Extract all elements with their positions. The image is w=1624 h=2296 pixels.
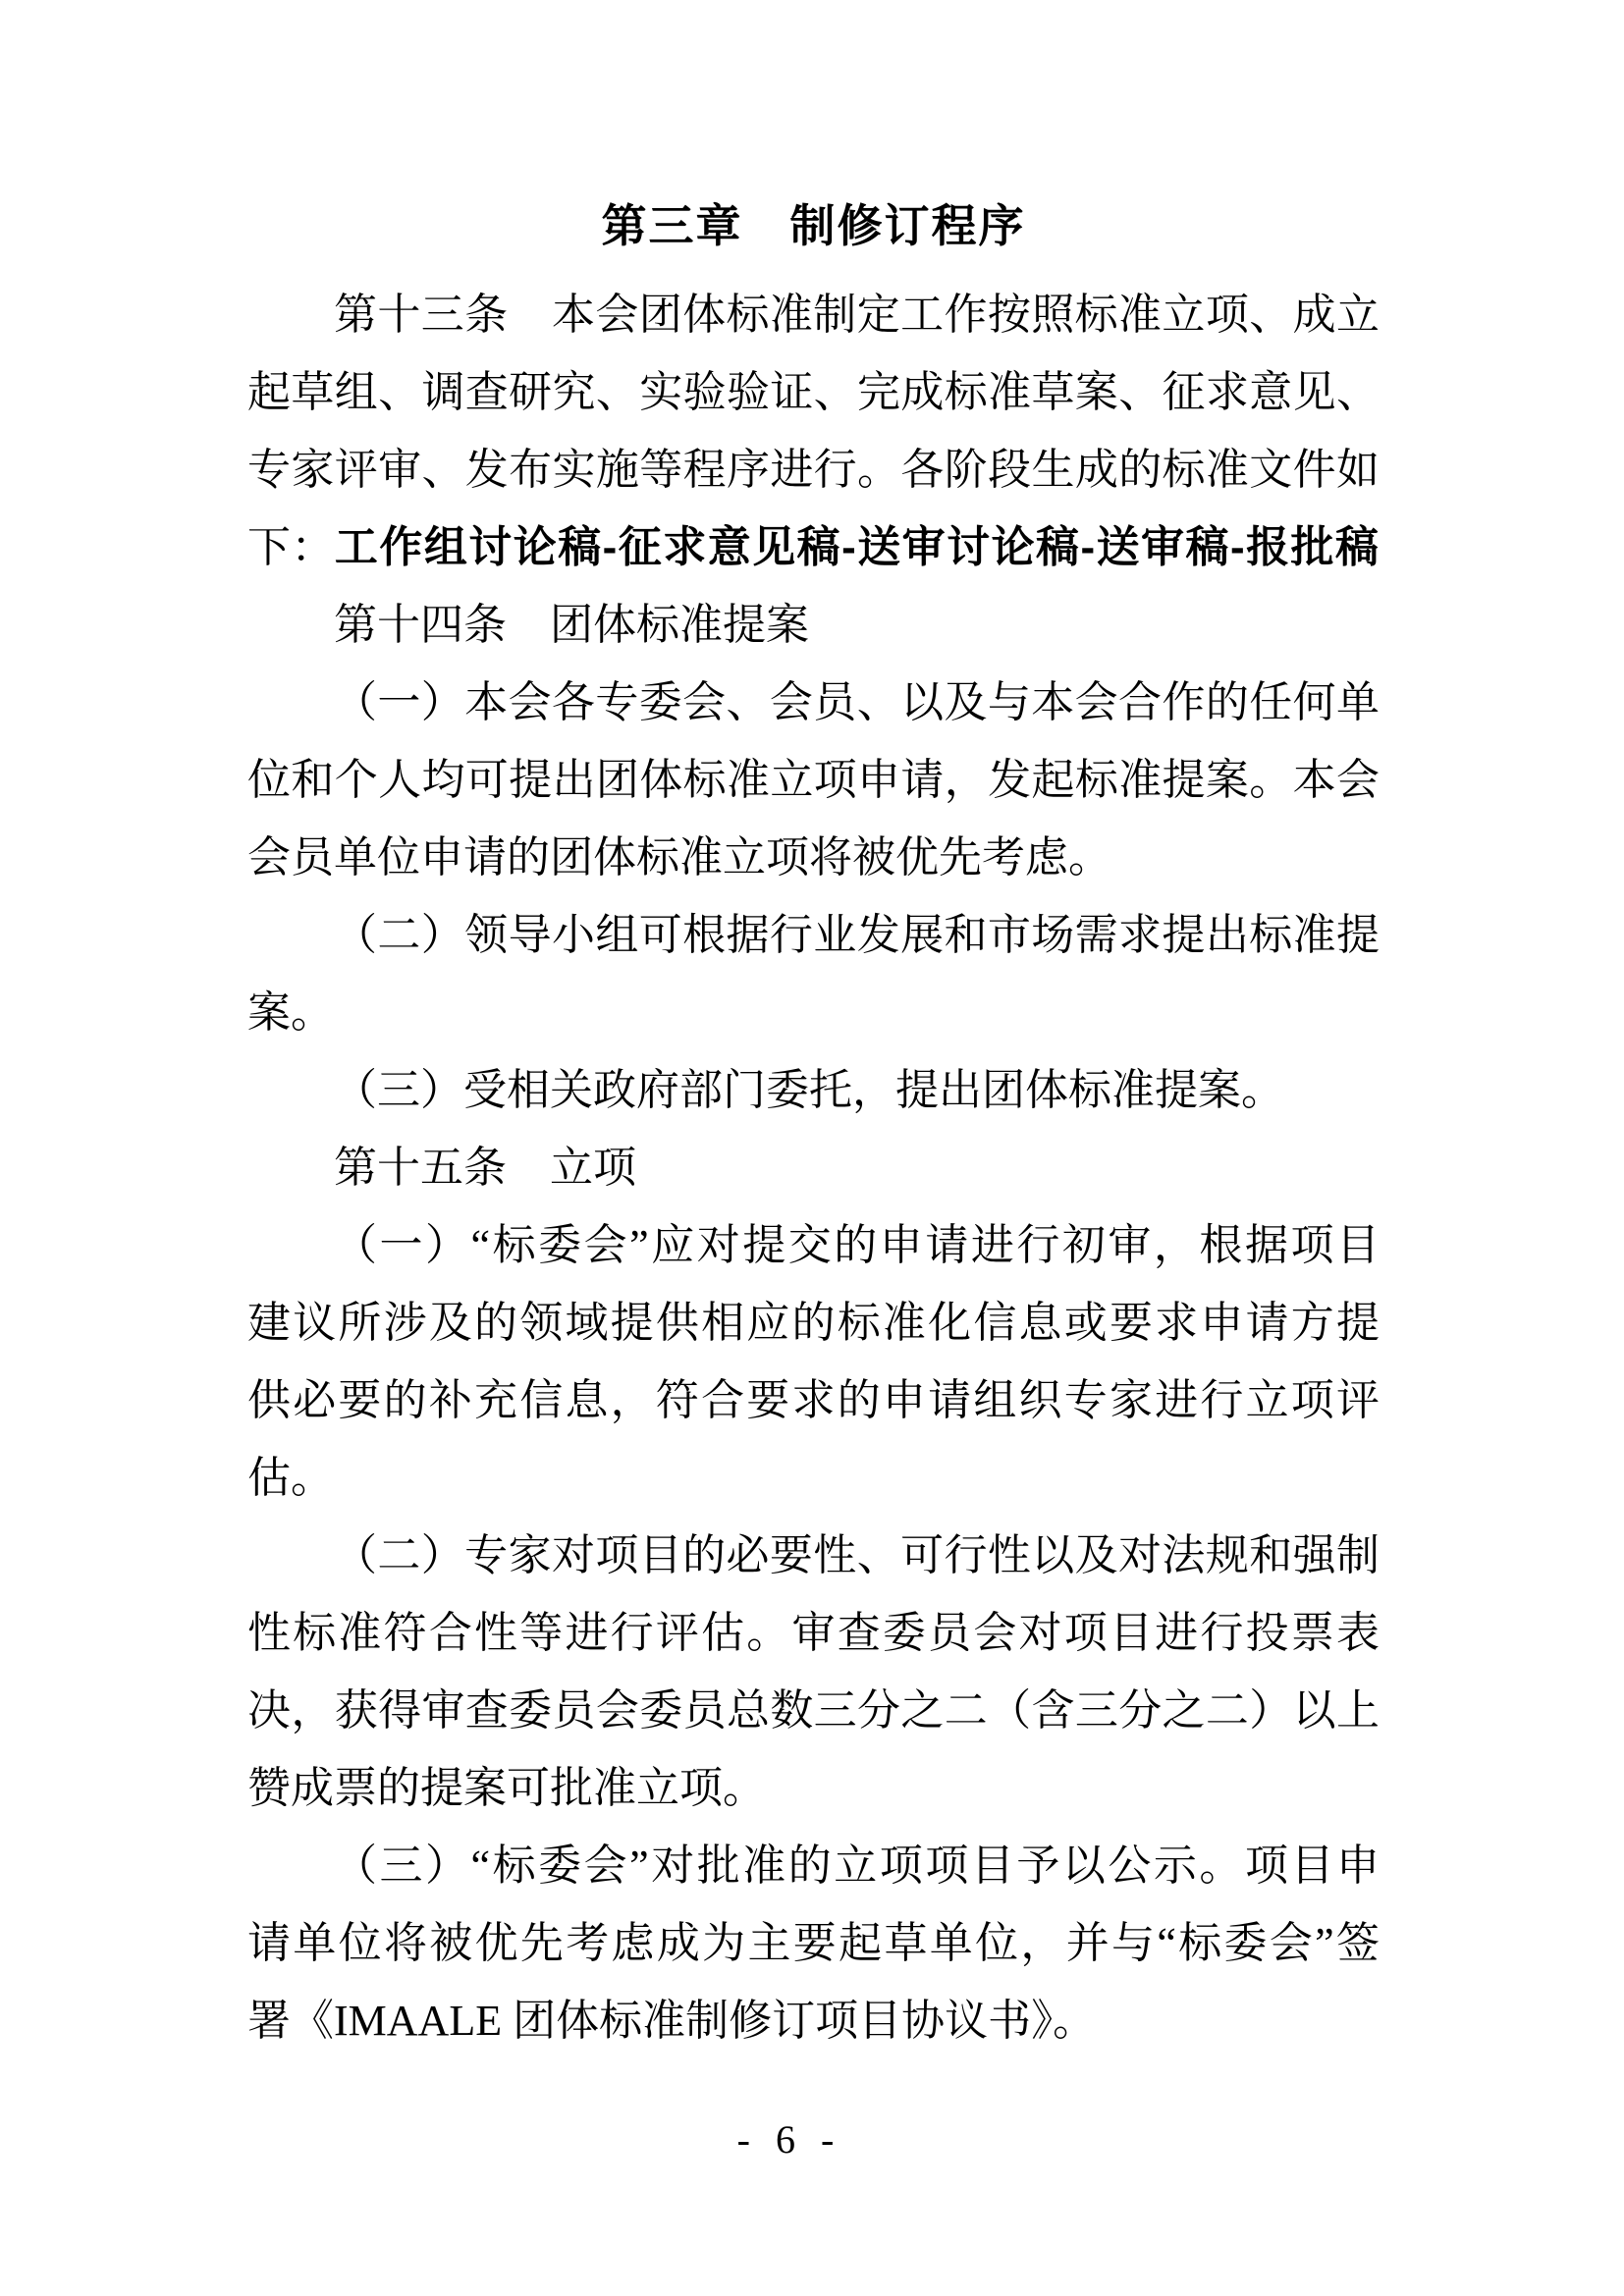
text-segment: 署《IMAALE 团体标准制修订项目协议书》。 xyxy=(247,1997,1097,2045)
text-segment: 起草组、调查研究、实验验证、完成标准草案、征求意见、 xyxy=(247,368,1380,416)
document-body xyxy=(247,276,1380,2059)
text-line xyxy=(247,1672,1380,1749)
text-line xyxy=(247,1129,1380,1206)
text-segment: 赞成票的提案可批准立项。 xyxy=(247,1764,766,1812)
text-segment: （二）领导小组可根据行业发展和市场需求提出标准提 xyxy=(334,911,1380,959)
text-line xyxy=(247,1206,1380,1284)
text-segment: 第十五条 立项 xyxy=(334,1144,636,1192)
text-segment: 性标准符合性等进行评估。审查委员会对项目进行投票表 xyxy=(247,1609,1380,1657)
text-segment: 位和个人均可提出团体标准立项申请，发起标准提案。本会 xyxy=(247,756,1380,804)
text-line xyxy=(247,1827,1380,1904)
text-line xyxy=(247,1517,1380,1594)
text-line xyxy=(247,431,1380,508)
text-line xyxy=(247,508,1380,586)
bold-text-segment: 工作组讨论稿-征求意见稿-送审讨论稿-送审稿-报批稿 xyxy=(334,523,1380,571)
text-line xyxy=(247,974,1380,1051)
text-segment: （三）受相关政府部门委托，提出团体标准提案。 xyxy=(334,1066,1284,1114)
text-segment: 专家评审、发布实施等程序进行。各阶段生成的标准文件如 xyxy=(247,446,1380,494)
text-line xyxy=(247,1982,1380,2059)
text-line xyxy=(247,586,1380,664)
text-segment: 下： xyxy=(247,523,335,571)
text-segment: 第十四条 团体标准提案 xyxy=(334,601,809,649)
chapter-title: 第三章 制修订程序 xyxy=(601,200,1026,251)
text-segment: 建议所涉及的领域提供相应的标准化信息或要求申请方提 xyxy=(247,1299,1380,1347)
text-segment: （一）“标委会”应对提交的申请进行初审，根据项目 xyxy=(334,1221,1380,1269)
text-segment: 估。 xyxy=(247,1454,334,1502)
text-line xyxy=(247,1904,1380,1982)
text-segment: 决，获得审查委员会委员总数三分之二（含三分之二）以上 xyxy=(247,1686,1380,1735)
text-segment: （一）本会各专委会、会员、以及与本会合作的任何单 xyxy=(334,678,1380,726)
text-line xyxy=(247,1284,1380,1362)
text-line xyxy=(247,741,1380,819)
page-number: - 6 - xyxy=(736,2117,835,2162)
text-line xyxy=(247,664,1380,741)
text-segment: 会员单位申请的团体标准立项将被优先考虑。 xyxy=(247,833,1111,881)
text-line xyxy=(247,819,1380,896)
text-line xyxy=(247,1439,1380,1517)
text-segment: 请单位将被优先考虑成为主要起草单位，并与“标委会”签 xyxy=(247,1919,1380,1967)
text-line xyxy=(247,276,1380,353)
text-line xyxy=(247,1051,1380,1129)
text-line xyxy=(247,353,1380,431)
text-line xyxy=(247,1594,1380,1672)
text-segment: （二）专家对项目的必要性、可行性以及对法规和强制 xyxy=(334,1531,1380,1579)
text-line xyxy=(247,1749,1380,1827)
text-line xyxy=(247,896,1380,974)
text-segment: （三）“标委会”对批准的立项项目予以公示。项目申 xyxy=(334,1842,1380,1890)
text-segment: 第十三条 本会团体标准制定工作按照标准立项、成立 xyxy=(334,291,1380,339)
text-segment: 案。 xyxy=(247,988,334,1037)
text-line xyxy=(247,1362,1380,1439)
text-segment: 供必要的补充信息，符合要求的申请组织专家进行立项评 xyxy=(247,1376,1380,1424)
